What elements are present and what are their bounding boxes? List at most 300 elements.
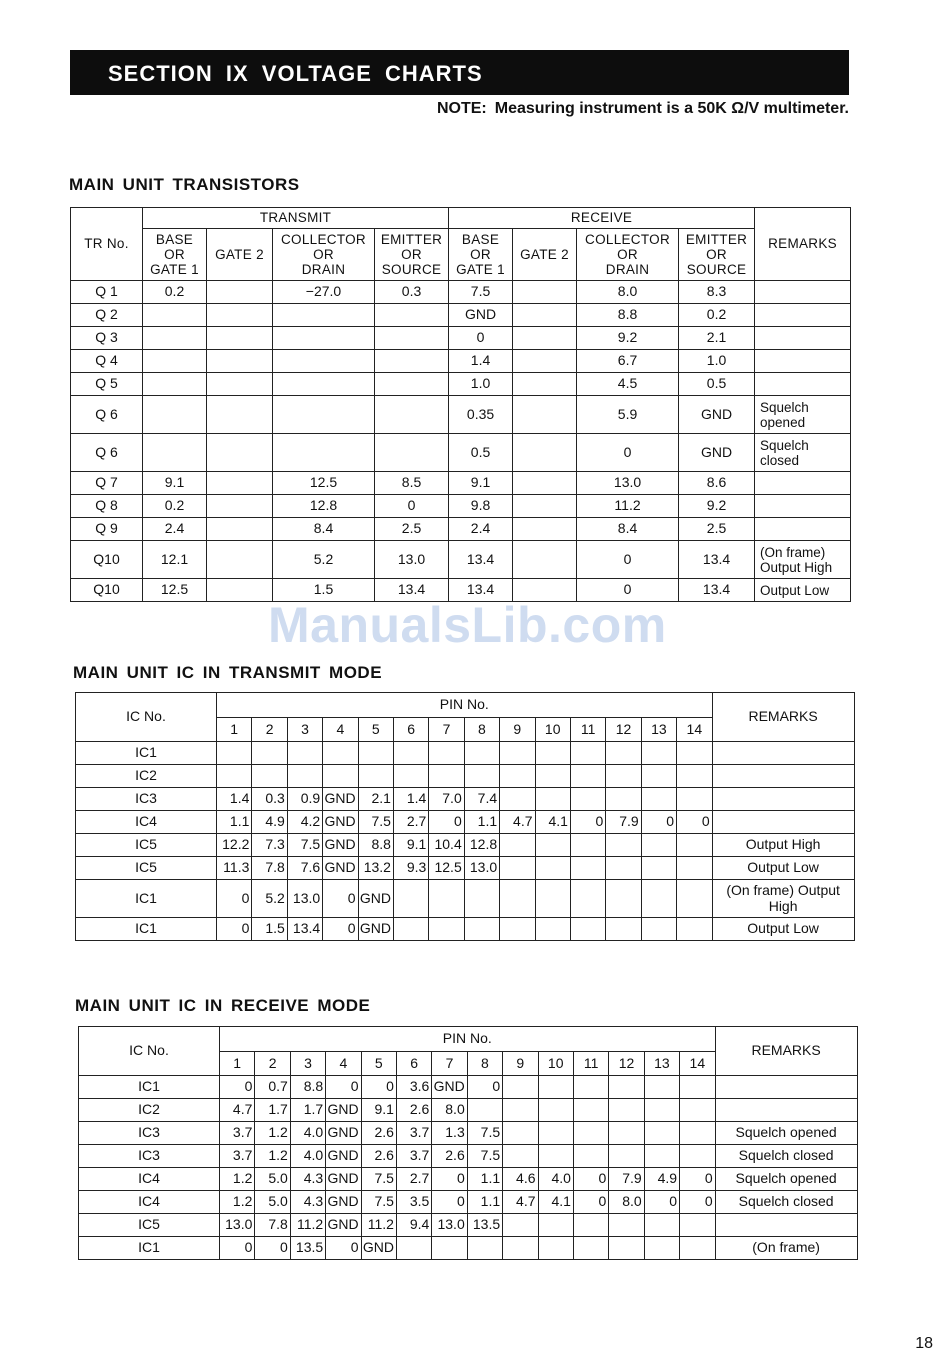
pin-value-cell	[503, 1214, 538, 1237]
pin-value-cell: 0	[220, 1237, 255, 1260]
pin-header: 6	[396, 1052, 431, 1076]
pin-value-cell	[429, 742, 464, 765]
table-row	[71, 541, 851, 579]
receive-value-cell: GND	[449, 304, 513, 327]
pin-header: 5	[358, 718, 393, 742]
receive-value-cell	[513, 396, 577, 434]
receive-value-cell: 13.4	[449, 541, 513, 579]
pin-value-cell	[538, 1214, 573, 1237]
pin-value-cell	[641, 880, 676, 918]
pin-header: 2	[255, 1052, 290, 1076]
tr-no-cell: Q 3	[71, 327, 143, 350]
remarks-cell	[755, 472, 851, 495]
pin-value-cell	[503, 1099, 538, 1122]
pin-value-cell	[432, 1237, 467, 1260]
transmit-value-cell	[207, 350, 273, 373]
pin-value-cell: 2.6	[396, 1099, 431, 1122]
pin-header: 11	[570, 718, 605, 742]
transmit-value-cell: 8.4	[273, 518, 375, 541]
pin-value-cell	[500, 834, 535, 857]
pin-value-cell	[641, 788, 676, 811]
pin-value-cell	[677, 834, 713, 857]
remarks-cell	[712, 788, 854, 811]
transmit-value-cell	[273, 373, 375, 396]
pin-value-cell	[538, 1237, 573, 1260]
transmit-value-cell	[207, 281, 273, 304]
remarks-cell: Squelch closed	[715, 1145, 857, 1168]
pin-value-cell: 13.0	[432, 1214, 467, 1237]
pin-value-cell	[464, 880, 499, 918]
tr-no-cell: Q 6	[71, 396, 143, 434]
receive-value-cell	[513, 495, 577, 518]
pin-value-cell	[677, 857, 713, 880]
pin-value-cell: 8.8	[290, 1076, 325, 1099]
pin-value-cell	[606, 834, 641, 857]
pin-value-cell	[573, 1122, 608, 1145]
pin-value-cell	[644, 1237, 679, 1260]
receive-value-cell: 8.4	[577, 518, 679, 541]
receive-value-cell: 0	[577, 541, 679, 579]
pin-value-cell	[677, 742, 713, 765]
pin-value-cell: 1.3	[432, 1122, 467, 1145]
header-row-top	[76, 693, 855, 718]
sub-header-line: GATE 2	[215, 247, 264, 262]
pin-value-cell: 7.5	[467, 1122, 502, 1145]
pin-value-cell	[609, 1122, 644, 1145]
tr-no-cell: Q 4	[71, 350, 143, 373]
pin-value-cell	[467, 1099, 502, 1122]
transmit-value-cell	[143, 373, 207, 396]
pin-value-cell	[538, 1145, 573, 1168]
ic-no-cell: IC2	[79, 1099, 220, 1122]
tr-no-cell: Q10	[71, 541, 143, 579]
pin-header: 9	[500, 718, 535, 742]
table-row	[79, 1099, 858, 1122]
note-label: NOTE:	[436, 100, 487, 117]
ic-no-cell: IC2	[76, 765, 217, 788]
pin-value-cell	[358, 742, 393, 765]
pin-value-cell: 13.0	[464, 857, 499, 880]
pin-value-cell: GND	[361, 1237, 396, 1260]
pin-header: 8	[467, 1052, 502, 1076]
pin-value-cell	[573, 1099, 608, 1122]
table-row	[79, 1237, 858, 1260]
col-header-ic-no: IC No.	[76, 693, 217, 742]
pin-header: 3	[290, 1052, 325, 1076]
pin-value-cell	[429, 880, 464, 918]
receive-value-cell: 4.5	[577, 373, 679, 396]
receive-value-cell: 2.4	[449, 518, 513, 541]
col-header-tr-no: TR No.	[71, 208, 143, 281]
transmit-value-cell	[273, 350, 375, 373]
pin-header: 5	[361, 1052, 396, 1076]
pin-value-cell: 13.5	[467, 1214, 502, 1237]
pin-header: 10	[538, 1052, 573, 1076]
pin-value-cell: 9.1	[361, 1099, 396, 1122]
pin-value-cell	[680, 1237, 716, 1260]
pin-value-cell: 0	[217, 880, 252, 918]
pin-value-cell: 12.5	[429, 857, 464, 880]
table-row	[71, 350, 851, 373]
pin-value-cell: GND	[326, 1099, 361, 1122]
pin-value-cell: 0	[573, 1191, 608, 1214]
section-title: SECTION IX VOLTAGE CHARTS	[108, 61, 483, 86]
pin-value-cell	[570, 788, 605, 811]
sub-header-receive-0	[449, 229, 513, 281]
transmit-value-cell	[207, 373, 273, 396]
remarks-cell: (On frame)	[715, 1237, 857, 1260]
pin-value-cell	[570, 880, 605, 918]
pin-value-cell: GND	[326, 1122, 361, 1145]
ic-transmit-table	[75, 692, 855, 941]
col-header-remarks: REMARKS	[712, 693, 854, 742]
pin-value-cell	[677, 880, 713, 918]
pin-header: 14	[680, 1052, 716, 1076]
table-row	[79, 1122, 858, 1145]
receive-value-cell: 0	[449, 327, 513, 350]
pin-value-cell: 9.3	[393, 857, 428, 880]
pin-value-cell: 7.5	[287, 834, 322, 857]
pin-value-cell: 0	[680, 1191, 716, 1214]
remarks-cell	[755, 495, 851, 518]
pin-value-cell: 2.6	[361, 1145, 396, 1168]
pin-value-cell	[538, 1076, 573, 1099]
group-header-receive: RECEIVE	[449, 208, 755, 229]
transmit-value-cell	[207, 396, 273, 434]
pin-value-cell	[644, 1099, 679, 1122]
receive-value-cell: 2.1	[679, 327, 755, 350]
pin-value-cell: 8.8	[358, 834, 393, 857]
pin-value-cell	[535, 880, 570, 918]
transmit-value-cell	[273, 304, 375, 327]
receive-value-cell: 9.8	[449, 495, 513, 518]
pin-value-cell	[606, 788, 641, 811]
receive-value-cell: 8.0	[577, 281, 679, 304]
pin-value-cell: 7.8	[255, 1214, 290, 1237]
pin-value-cell	[500, 857, 535, 880]
transmit-value-cell: 12.1	[143, 541, 207, 579]
pin-value-cell	[609, 1076, 644, 1099]
pin-header: 6	[393, 718, 428, 742]
pin-value-cell: 13.5	[290, 1237, 325, 1260]
transmit-value-cell	[207, 518, 273, 541]
receive-value-cell: 6.7	[577, 350, 679, 373]
remarks-cell	[755, 327, 851, 350]
sub-header-line: OR	[617, 247, 638, 262]
table-row	[76, 918, 855, 941]
pin-value-cell: 7.6	[287, 857, 322, 880]
pin-value-cell: 7.5	[361, 1191, 396, 1214]
sub-header-receive-3	[679, 229, 755, 281]
pin-value-cell	[677, 918, 713, 941]
receive-value-cell	[513, 518, 577, 541]
pin-value-cell: 4.2	[287, 811, 322, 834]
pin-value-cell: 12.8	[464, 834, 499, 857]
table-row	[76, 788, 855, 811]
pin-value-cell: 1.7	[290, 1099, 325, 1122]
pin-value-cell: 4.9	[252, 811, 287, 834]
sub-header-line: OR	[706, 247, 727, 262]
table-row	[79, 1076, 858, 1099]
remarks-cell	[755, 350, 851, 373]
tr-no-cell: Q 6	[71, 434, 143, 472]
pin-value-cell	[500, 742, 535, 765]
table-row	[71, 495, 851, 518]
pin-value-cell: 1.2	[220, 1168, 255, 1191]
pin-value-cell: GND	[358, 918, 393, 941]
watermark-text: ManualsLib.com	[268, 597, 667, 653]
table-row	[71, 281, 851, 304]
pin-value-cell: 4.7	[503, 1191, 538, 1214]
pin-header: 12	[609, 1052, 644, 1076]
transistor-voltage-table	[70, 207, 851, 602]
ic-receive-table	[78, 1026, 858, 1260]
pin-value-cell: 9.4	[396, 1214, 431, 1237]
remarks-cell: Squelch opened	[715, 1122, 857, 1145]
pin-value-cell	[644, 1122, 679, 1145]
receive-value-cell: 8.3	[679, 281, 755, 304]
pin-value-cell: 7.5	[358, 811, 393, 834]
receive-value-cell	[513, 434, 577, 472]
pin-value-cell	[680, 1122, 716, 1145]
table-row	[79, 1145, 858, 1168]
pin-value-cell: 7.4	[464, 788, 499, 811]
pin-header: 8	[464, 718, 499, 742]
pin-header: 4	[323, 718, 358, 742]
pin-value-cell: 0	[255, 1237, 290, 1260]
pin-value-cell: 1.4	[217, 788, 252, 811]
pin-value-cell: 5.0	[255, 1191, 290, 1214]
ic-no-cell: IC3	[79, 1122, 220, 1145]
remarks-cell	[755, 304, 851, 327]
pin-value-cell	[570, 742, 605, 765]
receive-value-cell	[513, 472, 577, 495]
pin-value-cell: 4.0	[538, 1168, 573, 1191]
section-banner	[70, 50, 849, 95]
ic-no-cell: IC4	[76, 811, 217, 834]
remarks-cell	[715, 1214, 857, 1237]
remarks-cell	[712, 765, 854, 788]
pin-value-cell	[358, 765, 393, 788]
pin-value-cell	[500, 788, 535, 811]
pin-value-cell: 4.1	[535, 811, 570, 834]
pin-value-cell	[606, 857, 641, 880]
pin-value-cell	[393, 742, 428, 765]
pin-value-cell: 0.7	[255, 1076, 290, 1099]
sub-header-line: EMITTER	[685, 232, 748, 247]
pin-value-cell: 0	[467, 1076, 502, 1099]
pin-header: 13	[644, 1052, 679, 1076]
pin-value-cell	[573, 1237, 608, 1260]
pin-value-cell: 5.2	[252, 880, 287, 918]
pin-value-cell: 0	[323, 880, 358, 918]
pin-value-cell: 0	[361, 1076, 396, 1099]
pin-value-cell: 2.7	[393, 811, 428, 834]
pin-value-cell	[287, 742, 322, 765]
pin-value-cell	[644, 1076, 679, 1099]
remarks-cell: (On frame) Output High	[712, 880, 854, 918]
receive-value-cell: 8.8	[577, 304, 679, 327]
ic-no-cell: IC1	[76, 880, 217, 918]
pin-value-cell: 3.7	[396, 1145, 431, 1168]
sub-header-receive-2	[577, 229, 679, 281]
remarks-cell: Output Low	[712, 857, 854, 880]
transmit-value-cell	[207, 495, 273, 518]
pin-value-cell: 1.1	[464, 811, 499, 834]
pin-value-cell: 1.2	[255, 1145, 290, 1168]
pin-value-cell: 0	[573, 1168, 608, 1191]
sub-header-receive-1	[513, 229, 577, 281]
receive-value-cell	[513, 541, 577, 579]
pin-value-cell: 1.5	[252, 918, 287, 941]
col-header-remarks: REMARKS	[755, 208, 851, 281]
receive-value-cell: 2.5	[679, 518, 755, 541]
remarks-cell: Squelch opened	[715, 1168, 857, 1191]
ic-no-cell: IC5	[76, 857, 217, 880]
pin-value-cell: 0	[570, 811, 605, 834]
receive-value-cell: 9.2	[577, 327, 679, 350]
transmit-value-cell: 0.2	[143, 281, 207, 304]
receive-value-cell: 9.1	[449, 472, 513, 495]
pin-value-cell: 7.9	[609, 1168, 644, 1191]
group-header-transmit: TRANSMIT	[143, 208, 449, 229]
sub-header-line: BASE	[461, 232, 500, 247]
pin-header: 9	[503, 1052, 538, 1076]
pin-value-cell	[535, 765, 570, 788]
transmit-value-cell: 12.5	[143, 579, 207, 602]
pin-value-cell	[644, 1145, 679, 1168]
sub-header-line: OR	[401, 247, 422, 262]
pin-value-cell: 5.0	[255, 1168, 290, 1191]
ic-transmit-heading: MAIN UNIT IC IN TRANSMIT MODE	[73, 663, 383, 682]
table-row	[76, 880, 855, 918]
receive-value-cell: 5.9	[577, 396, 679, 434]
ic-no-cell: IC1	[79, 1237, 220, 1260]
col-header-pin-no: PIN No.	[220, 1027, 716, 1052]
pin-value-cell: 4.9	[644, 1168, 679, 1191]
pin-value-cell	[252, 742, 287, 765]
transmit-value-cell	[375, 396, 449, 434]
pin-value-cell: 0	[432, 1191, 467, 1214]
pin-header: 14	[677, 718, 713, 742]
pin-value-cell	[570, 857, 605, 880]
header-row-subcolumns	[71, 229, 851, 281]
pin-value-cell	[606, 742, 641, 765]
table-row	[79, 1168, 858, 1191]
table-row	[71, 434, 851, 472]
pin-value-cell	[500, 880, 535, 918]
pin-value-cell: 13.4	[287, 918, 322, 941]
sub-header-transmit-0	[143, 229, 207, 281]
pin-value-cell	[606, 765, 641, 788]
transmit-value-cell	[207, 327, 273, 350]
pin-value-cell	[500, 765, 535, 788]
pin-value-cell: GND	[323, 834, 358, 857]
pin-value-cell	[464, 765, 499, 788]
tr-no-cell: Q 8	[71, 495, 143, 518]
pin-value-cell	[464, 742, 499, 765]
pin-value-cell: 4.0	[290, 1122, 325, 1145]
pin-value-cell	[500, 918, 535, 941]
remarks-cell: Output High	[712, 834, 854, 857]
pin-value-cell: 3.7	[396, 1122, 431, 1145]
pin-value-cell: 4.3	[290, 1191, 325, 1214]
header-row-groups	[71, 208, 851, 229]
receive-value-cell: 13.4	[449, 579, 513, 602]
pin-value-cell	[323, 765, 358, 788]
sub-header-line: OR	[470, 247, 491, 262]
pin-value-cell	[464, 918, 499, 941]
pin-value-cell: 12.2	[217, 834, 252, 857]
table-row	[76, 834, 855, 857]
transistors-heading: MAIN UNIT TRANSISTORS	[69, 175, 300, 194]
pin-value-cell: 13.0	[287, 880, 322, 918]
pin-value-cell	[535, 742, 570, 765]
pin-value-cell	[393, 765, 428, 788]
receive-value-cell: 0.5	[449, 434, 513, 472]
transmit-value-cell	[273, 327, 375, 350]
pin-value-cell: 0.9	[287, 788, 322, 811]
pin-value-cell: GND	[323, 788, 358, 811]
remarks-cell: (On frame) Output High	[755, 541, 851, 579]
receive-value-cell: 7.5	[449, 281, 513, 304]
ic-no-cell: IC4	[79, 1191, 220, 1214]
pin-value-cell: 0	[432, 1168, 467, 1191]
transmit-value-cell	[143, 327, 207, 350]
transmit-value-cell: 9.1	[143, 472, 207, 495]
transmit-value-cell	[143, 304, 207, 327]
receive-value-cell: 1.0	[449, 373, 513, 396]
pin-value-cell	[217, 765, 252, 788]
pin-value-cell: GND	[326, 1191, 361, 1214]
pin-value-cell: 0	[220, 1076, 255, 1099]
pin-header: 11	[573, 1052, 608, 1076]
pin-value-cell	[680, 1214, 716, 1237]
pin-value-cell	[680, 1076, 716, 1099]
table-row	[71, 304, 851, 327]
sub-header-line: GATE 1	[150, 262, 199, 277]
receive-value-cell: 8.6	[679, 472, 755, 495]
receive-value-cell	[513, 373, 577, 396]
remarks-cell: Squelch opened	[755, 396, 851, 434]
receive-value-cell: 13.4	[679, 541, 755, 579]
pin-value-cell: 4.6	[503, 1168, 538, 1191]
pin-value-cell: 3.6	[396, 1076, 431, 1099]
pin-value-cell	[503, 1145, 538, 1168]
sub-header-line: EMITTER	[380, 232, 443, 247]
table-row	[76, 857, 855, 880]
table-row	[71, 373, 851, 396]
receive-value-cell: 0	[577, 434, 679, 472]
receive-value-cell: GND	[679, 396, 755, 434]
transmit-value-cell: 1.5	[273, 579, 375, 602]
sub-header-transmit-3	[375, 229, 449, 281]
table-row	[71, 396, 851, 434]
receive-value-cell: 13.4	[679, 579, 755, 602]
pin-value-cell	[429, 765, 464, 788]
pin-value-cell	[677, 788, 713, 811]
transmit-value-cell	[143, 434, 207, 472]
receive-value-cell: 0.35	[449, 396, 513, 434]
sub-header-line: SOURCE	[686, 262, 747, 277]
pin-value-cell	[429, 918, 464, 941]
sub-header-line: DRAIN	[605, 262, 650, 277]
pin-value-cell	[641, 857, 676, 880]
transmit-value-cell	[375, 434, 449, 472]
pin-value-cell	[606, 918, 641, 941]
pin-value-cell	[396, 1237, 431, 1260]
pin-value-cell: GND	[432, 1076, 467, 1099]
